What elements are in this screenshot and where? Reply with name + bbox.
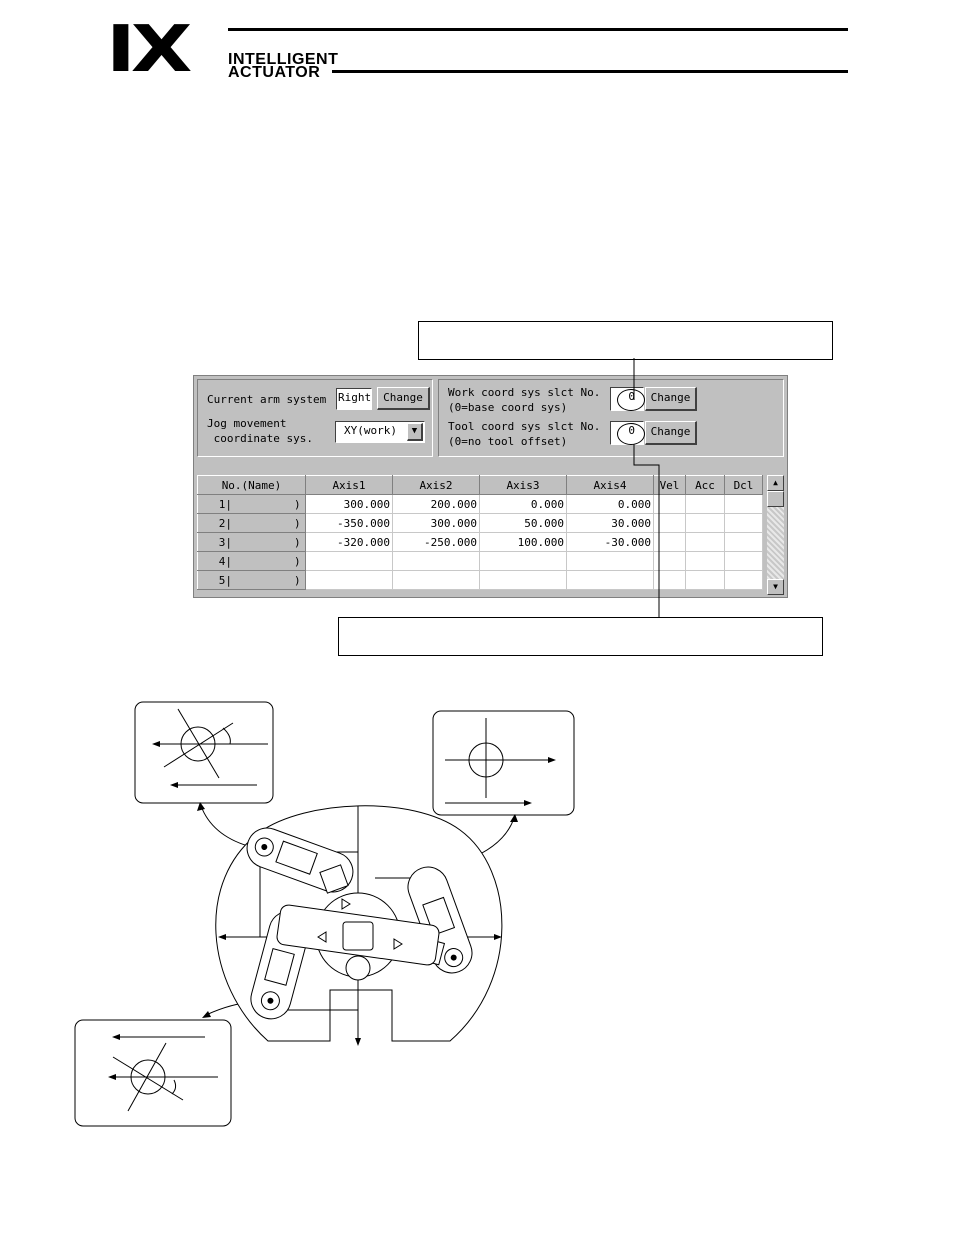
col-header-no[interactable]: No.(Name) xyxy=(198,476,306,495)
tool-change-button[interactable]: Change xyxy=(645,421,697,445)
cell-axis2[interactable]: -250.000 xyxy=(393,533,480,552)
arm-system-label: Current arm system xyxy=(207,393,327,406)
cell-axis3[interactable]: 50.000 xyxy=(480,514,567,533)
work-label-line1: Work coord sys slct No. xyxy=(448,386,601,399)
col-header-axis3[interactable]: Axis3 xyxy=(480,476,567,495)
cell-axis2[interactable]: 300.000 xyxy=(393,514,480,533)
arm-change-button[interactable]: Change xyxy=(377,387,430,410)
cell-axis1[interactable]: -320.000 xyxy=(306,533,393,552)
row-number: 1| xyxy=(218,497,232,511)
row-name-close: ) xyxy=(294,554,301,568)
work-coord-value: 0 xyxy=(628,390,635,403)
col-header-dcl[interactable]: Dcl xyxy=(725,476,763,495)
row-name-close: ) xyxy=(294,535,301,549)
cell-axis3[interactable]: 0.000 xyxy=(480,495,567,514)
tool-label-line2: (0=no tool offset) xyxy=(448,435,568,448)
brand-line1: INTELLIGENT xyxy=(228,51,339,68)
cell-axis1[interactable]: -350.000 xyxy=(306,514,393,533)
row-name-close: ) xyxy=(294,497,301,511)
scroll-up-button[interactable]: ▲ xyxy=(767,475,784,491)
tool-label-line1: Tool coord sys slct No. xyxy=(448,420,601,433)
scroll-down-button[interactable]: ▼ xyxy=(767,579,784,595)
arm-system-value: Right xyxy=(338,391,372,404)
chevron-down-icon[interactable]: ▼ xyxy=(407,423,423,441)
col-header-acc[interactable]: Acc xyxy=(686,476,725,495)
col-header-vel[interactable]: Vel xyxy=(654,476,686,495)
col-header-axis2[interactable]: Axis2 xyxy=(393,476,480,495)
row-number: 4| xyxy=(218,554,232,568)
work-label-line2: (0=base coord sys) xyxy=(448,401,568,414)
cell-axis4[interactable]: 30.000 xyxy=(567,514,654,533)
coord-inset-right-top xyxy=(433,711,574,815)
col-header-axis1[interactable]: Axis1 xyxy=(306,476,393,495)
row-name-close: ) xyxy=(294,573,301,587)
cell-axis4[interactable]: 0.000 xyxy=(567,495,654,514)
work-change-button[interactable]: Change xyxy=(645,387,697,411)
cell-axis4[interactable]: -30.000 xyxy=(567,533,654,552)
row-name-close: ) xyxy=(294,516,301,530)
cell-axis3[interactable]: 100.000 xyxy=(480,533,567,552)
row-number: 3| xyxy=(218,535,232,549)
coord-inset-left-bottom xyxy=(75,1020,231,1126)
coord-inset-left-top xyxy=(135,702,273,803)
row-number: 2| xyxy=(218,516,232,530)
jog-label-line1: Jog movement xyxy=(207,417,287,430)
jog-label-line2: coordinate sys. xyxy=(207,432,313,445)
jog-coord-value: XY(work) xyxy=(344,424,397,437)
tool-coord-value: 0 xyxy=(628,424,635,437)
cell-axis2[interactable]: 200.000 xyxy=(393,495,480,514)
row-number: 5| xyxy=(218,573,232,587)
logo-mark: IX xyxy=(106,13,188,87)
cell-axis1[interactable]: 300.000 xyxy=(306,495,393,514)
col-header-axis4[interactable]: Axis4 xyxy=(567,476,654,495)
brand-line2: ACTUATOR xyxy=(228,64,321,81)
